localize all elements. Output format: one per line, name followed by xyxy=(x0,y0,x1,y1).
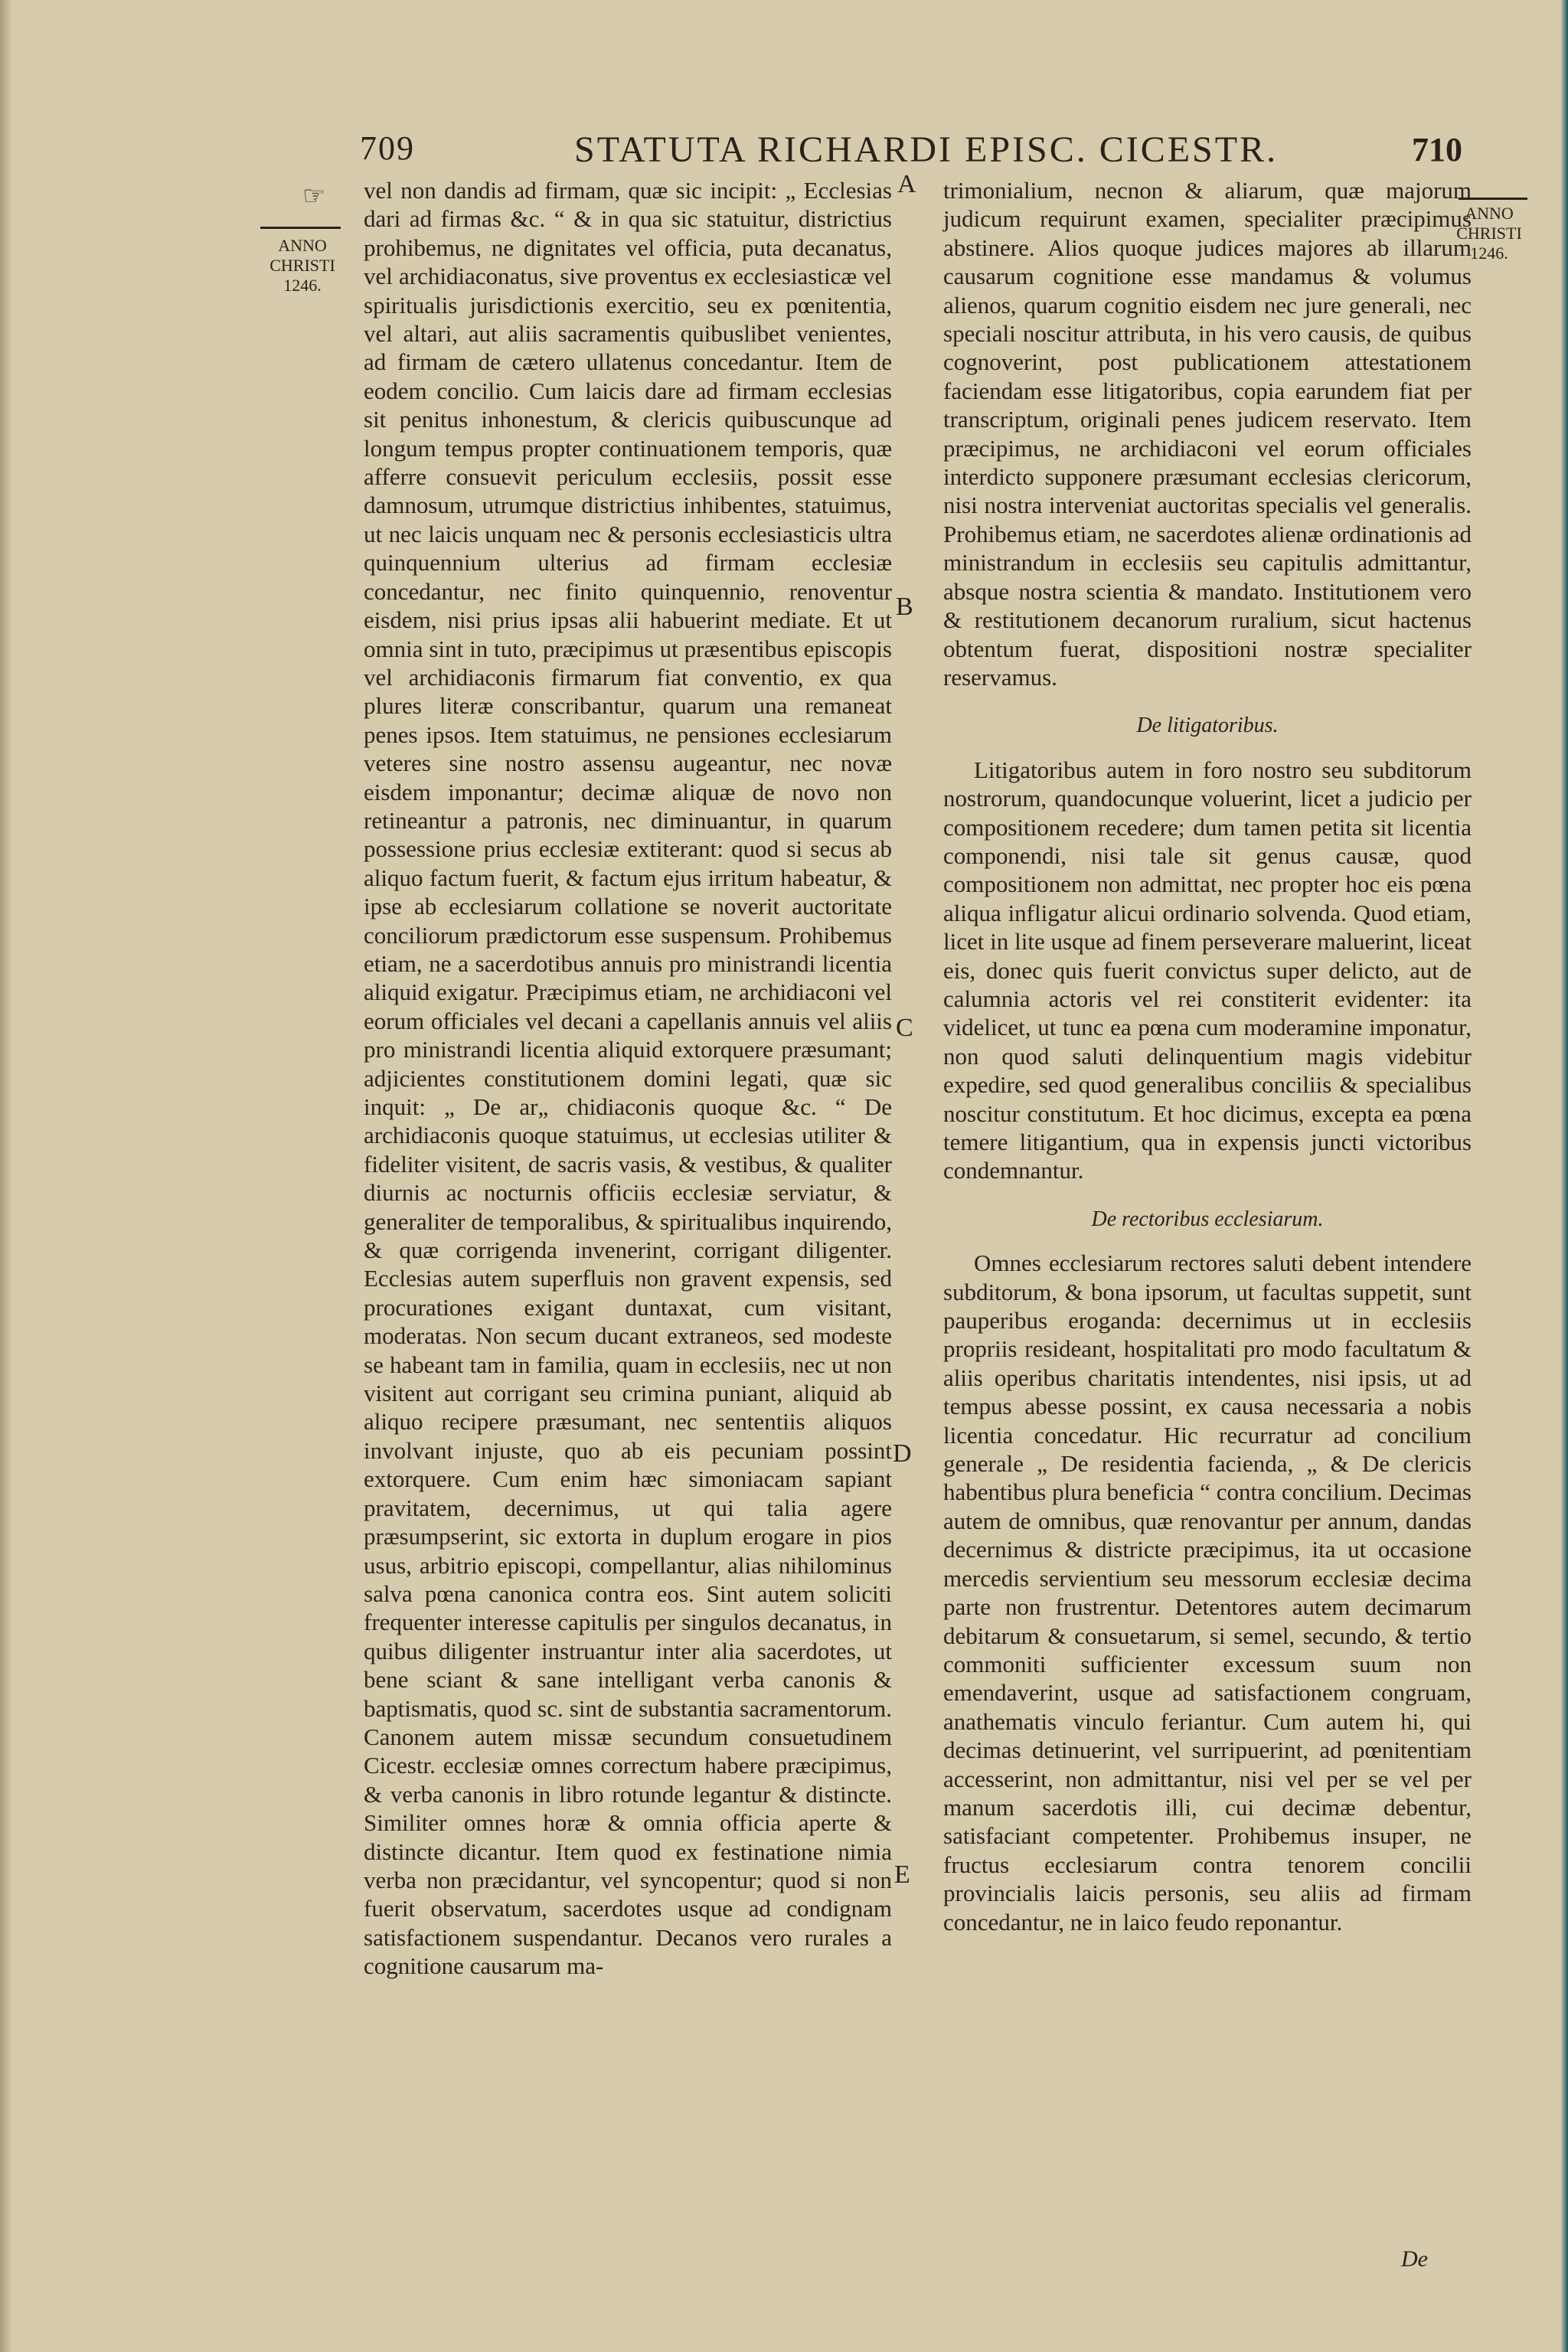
section-letter-b: B xyxy=(896,593,913,621)
margin-rule-left xyxy=(260,227,341,229)
margin-note-left xyxy=(249,236,356,296)
heading-de-litigatoribus: De litigatoribus. xyxy=(1136,714,1279,738)
margin-note-anno: ANNO xyxy=(278,236,327,255)
running-header xyxy=(360,129,1462,175)
right-column-opening: trimonialium, necnon & aliarum, quæ majorum judicum requirunt examen, specialiter præcipimus abstinere. Alios quoque judices majores ab illarum causarum cognitione esse mandamus & volumus alienos, quarum cognitio eisdem nec jure generali, nec speciali noscitur attributa, in his vero causis, de quibus cognoverint, post publicationem attestationem faciendam esse litigatoribus, copia earundem fiat per transcriptum, originali penes judicem reservato. Item præcipimus, ne archidiaconi vel eorum officiales interdicto supponere præsumant ecclesias clericorum, nisi nostra interveniat auctoritas specialis vel generalis. Prohibemus etiam, ne sacerdotes alienæ ordinationis ad ministrandum in ecclesiis seu capitulis admittantur, absque nostra scientia & mandato. Institutionem vero & restitutionem decanorum ruralium, sicut hactenus obtentum fuerat, dispositioni nostræ specialiter reservamus. xyxy=(943,177,1472,691)
left-column xyxy=(364,176,892,1981)
section-litigatoribus-text: Litigatoribus autem in foro nostro seu subditorum nostrorum, quandocunque voluerint, licet a judicio per compositionem recedere; dum tamen petita sit licentia componendi, nisi tale sit genus causæ, quod compositionem non admittat, nec propter hoc eis pœna aliqua infligatur alicui ordinario solvenda. Quod etiam, licet in lite usque ad finem perseverare maluerint, liceat eis, donec quis fuerit convictus super delicto, aut de calumnia actoris vel rei constiterit evidenter: ita videlicet, ut tunc ea pœna cum moderamine imponatur, non quod saluti delinquentium magis videbitur expedire, sed quod generalibus conciliis & specialibus noscitur constitutum. Et hoc dicimus, excepta ea pœna temere litigantium, qua in expensis juncti victoribus condemnantur. xyxy=(943,756,1472,1184)
margin-note-christi: CHRISTI xyxy=(1456,224,1522,243)
left-column-text: vel non dandis ad firmam, quæ sic incipit: „ Ecclesias dari ad firmas &c. “ & in qua sic statuitur, districtius prohibemus, ne dignitates vel officia, puta decanatus, vel archidiaconatus, sive proventus ex ecclesiasticæ vel spiritualis jurisdictionis exercitio, seu ex pœnitentia, vel altari, aut aliis sacramentis quibuslibet venientes, ad firmam de cætero ullatenus concedantur. Item de eodem concilio. Cum laicis dare ad firmam ecclesias sit penitus inhonestum, & clericis quibuscunque ad longum tempus propter continuationem temporis, quæ afferre consuevit periculum ecclesiis, possit esse damnosum, utrumque districtius inhibentes, statuimus, ut nec laicis unquam nec & personis ecclesiasticis ultra quinquennium ulterius ad firmam ecclesiæ concedantur, nec finito quinquennio, renoventur eisdem, nisi prius ipsas alii habuerint mediate. Et ut omnia sint in tuto, præcipimus ut præsentibus episcopis vel archidiaconis firmarum fiat conventio, ex qua plures literæ conscribantur, quarum una remaneat penes ipsos. Item statuimus, ne pensiones ecclesiarum veteres sine nostro assensu augeantur, nec novæ eisdem imponantur; decimæ aliquæ de novo non retineantur a patronis, nec diminuantur, in quarum possessione prius ecclesiæ extiterant: quod si secus ab aliquo factum fuerit, & factum ejus irritum habeatur, & ipse ab ecclesiarum collatione se noverit auctoritate conciliorum prædictorum esse suspensum. Prohibemus etiam, ne a sacerdotibus annuis pro ministrandi licentia aliquid exigatur. Præcipimus etiam, ne archidiaconi vel eorum officiales vel decani a capellanis annuis vel aliis pro ministrandi licentia aliquid extorquere præsumant; adjicientes constitutionem domini legati, quæ sic inquit: „ De ar„ chidiaconis quoque &c. “ De archidiaconis quoque statuimus, ut ecclesias utiliter & fideliter visitent, de sacris vasis, & vestibus, & qualiter diurnis ac nocturnis officiis ecclesiæ serviatur, & generaliter de temporalibus, & spiritualibus inquirendo, & quæ corrigenda invenerint, corrigant diligenter. Ecclesias autem superfluis non gravent expensis, sed procurationes exigant duntaxat, cum visitant, moderatas. Non secum ducant extraneos, sed modeste se habeant tam in familia, quam in ecclesiis, nec ut non visitent aut corrigant seu crimina puniant, aliquid ab aliquo recipere præsumant, nec sententiis aliquos involvant injuste, quo ab eis pecuniam possint extorquere. Cum enim hæc simoniacam sapiant pravitatem, decernimus, ut qui talia agere præsumpserint, sic extorta in duplum erogare in pios usus, arbitrio episcopi, compellantur, alias nihilominus salva pœna canonica contra eos. Sint autem soliciti frequenter interesse capitulis per singulos decanatus, in quibus diligenter instruantur inter alia sacerdotes, ut bene sciant & sane intelligant verba canonis & baptismatis, quod sc. sint de substantia sacramentorum. Canonem autem missæ secundum consuetudinem Cicestr. ecclesiæ omnes correctum habere præcipimus, & verba canonis in libro rotunde legantur & distincte. Similiter omnes horæ & omnia officia aperte & distincte dicantur. Item quod ex festinatione nimia verba non præcidantur, vel syncopentur; quod si non fuerit observatum, sacerdotes usque ad condignam satisfactionem suspendantur. Decanos vero rurales a cognitione causarum ma- xyxy=(364,177,892,1980)
section-letter-c: C xyxy=(896,1014,913,1042)
right-column xyxy=(943,176,1472,1936)
margin-note-year: 1246. xyxy=(1470,243,1508,263)
page-number-left: 709 xyxy=(360,129,415,167)
section-rectoribus-text: Omnes ecclesiarum rectores saluti debent intendere subditorum, & bona ipsorum, ut facultas suppetit, sunt pauperibus eroganda: decernimus ut in ecclesiis propriis resideant, hospitalitati pro modo facultatum & aliis operibus charitatis intendentes, nisi ipsis, ut ad tempus abesse possint, ex causa necessaria a nobis licentia concedatur. Hic recurratur ad concilium generale „ De residentia facienda, „ & De clericis habentibus plura beneficia “ contra concilium. Decimas autem de omnibus, quæ renovantur per annum, dandas decernimus & districte præcipimus, ita ut occasione mercedis servientium seu messorum ecclesiæ decima parte non frustrentur. Detentores autem decimarum debitarum & consuetarum, si semel, secundo, & tertio commoniti sufficienter excessum suum non emendaverint, usque ad satisfactionem congruam, anathematis vinculo feriantur. Cum autem hi, qui decimas detinuerint, vel surripuerint, ad pœnitentiam accesserint, non admittantur, nisi vel per se vel per manum sacerdotis illi, cui decimæ debentur, satisfaciant competenter. Prohibemus insuper, ne fructus ecclesiarum contra tenorem concilii provincialis laicis personis, seu aliis ad firmam concedantur, ne in laico feudo reponantur. xyxy=(943,1250,1472,1936)
section-letter-d: D xyxy=(893,1439,912,1468)
pointing-hand-icon: ☞ xyxy=(302,182,326,211)
page-edge-shadow xyxy=(1560,0,1568,2352)
page-gutter-shadow xyxy=(0,0,12,2352)
section-letter-e: E xyxy=(894,1860,910,1889)
margin-note-year: 1246. xyxy=(283,276,322,295)
margin-note-christi: CHRISTI xyxy=(270,256,335,275)
page-number-right: 710 xyxy=(1412,131,1462,168)
heading-de-rectoribus: De rectoribus ecclesiarum. xyxy=(1091,1207,1324,1231)
running-title: STATUTA RICHARDI EPISC. CICESTR. xyxy=(574,129,1279,170)
catchword: De xyxy=(1401,2246,1428,2272)
margin-note-anno: ANNO xyxy=(1465,204,1514,223)
section-letter-a: A xyxy=(897,170,916,198)
